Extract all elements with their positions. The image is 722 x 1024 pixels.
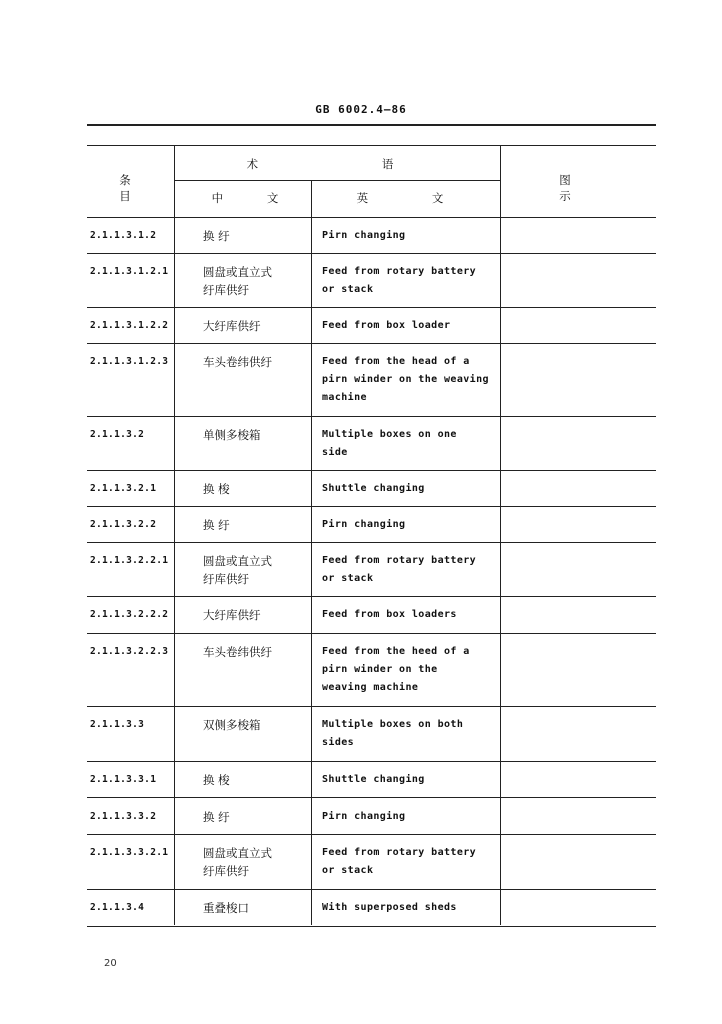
row-term-english: With superposed sheds — [322, 902, 457, 913]
row-code: 2.1.1.3.3 — [90, 719, 145, 730]
row-term-chinese: 换 纡 — [203, 810, 230, 824]
header-chinese: 中 文 — [211, 191, 299, 205]
row-term-english: Feed from the heed of a pirn winder on the weaving machine — [322, 646, 470, 693]
row-code: 2.1.1.3.1.2 — [90, 230, 157, 241]
row-term-chinese: 双侧多梭箱 — [203, 718, 261, 732]
row-term-english: Shuttle changing — [322, 774, 425, 785]
column-divider-zh — [311, 180, 312, 925]
row-code: 2.1.1.3.2.2.1 — [90, 555, 169, 566]
row-term-chinese: 换 纡 — [203, 229, 230, 243]
top-rule — [87, 124, 656, 126]
row-term-english: Pirn changing — [322, 230, 406, 241]
row-separator — [87, 889, 656, 890]
header-english: 英 文 — [356, 191, 474, 205]
row-term-english: Pirn changing — [322, 811, 406, 822]
row-code: 2.1.1.3.2.1 — [90, 483, 157, 494]
row-term-chinese: 圆盘或直立式 纡库供纡 — [203, 554, 272, 586]
row-term-chinese: 大纡库供纡 — [203, 319, 261, 333]
row-term-english: Feed from rotary battery or stack — [322, 847, 477, 876]
row-separator — [87, 596, 656, 597]
header-top-border — [87, 145, 656, 146]
row-term-english: Shuttle changing — [322, 483, 425, 494]
row-term-english: Feed from rotary battery or stack — [322, 266, 477, 295]
row-term-chinese: 换 梭 — [203, 482, 230, 496]
row-separator — [87, 706, 656, 707]
row-term-english: Feed from the head of a pirn winder on the weaving machine — [322, 356, 489, 403]
page-number: 20 — [104, 958, 117, 969]
row-term-chinese: 换 纡 — [203, 518, 230, 532]
row-separator — [87, 797, 656, 798]
document-header: GB 6002.4—86 — [315, 103, 407, 116]
row-separator — [87, 542, 656, 543]
row-separator — [87, 343, 656, 344]
row-separator — [87, 761, 656, 762]
row-code: 2.1.1.3.1.2.1 — [90, 266, 169, 277]
row-term-chinese: 车头卷纬供纡 — [203, 645, 272, 659]
header-bottom-border — [87, 217, 656, 218]
row-code: 2.1.1.3.3.2 — [90, 811, 157, 822]
row-separator — [87, 834, 656, 835]
row-term-chinese: 重叠梭口 — [203, 901, 249, 915]
term-subheader-border — [175, 180, 500, 181]
row-term-chinese: 圆盘或直立式 纡库供纡 — [203, 846, 272, 878]
row-term-chinese: 车头卷纬供纡 — [203, 355, 272, 369]
row-term-chinese: 换 梭 — [203, 773, 230, 787]
column-divider-en — [500, 145, 501, 925]
row-term-english: Multiple boxes on one side — [322, 429, 457, 458]
row-separator — [87, 506, 656, 507]
row-term-english: Feed from box loader — [322, 320, 451, 331]
row-code: 2.1.1.3.3.1 — [90, 774, 157, 785]
row-code: 2.1.1.3.2.2.2 — [90, 609, 169, 620]
row-separator — [87, 470, 656, 471]
row-code: 2.1.1.3.2.2 — [90, 519, 157, 530]
row-term-english: Multiple boxes on both sides — [322, 719, 464, 748]
row-term-chinese: 圆盘或直立式 纡库供纡 — [203, 265, 272, 297]
header-term: 术 语 — [246, 157, 454, 171]
row-term-chinese: 单侧多梭箱 — [203, 428, 261, 442]
row-term-english: Pirn changing — [322, 519, 406, 530]
row-code: 2.1.1.3.1.2.2 — [90, 320, 169, 331]
row-code: 2.1.1.3.3.2.1 — [90, 847, 169, 858]
row-code: 2.1.1.3.4 — [90, 902, 145, 913]
row-separator — [87, 926, 656, 927]
row-code: 2.1.1.3.2 — [90, 429, 145, 440]
row-separator — [87, 633, 656, 634]
row-term-english: Feed from rotary battery or stack — [322, 555, 477, 584]
row-code: 2.1.1.3.1.2.3 — [90, 356, 169, 367]
row-separator — [87, 416, 656, 417]
row-term-chinese: 大纡库供纡 — [203, 608, 261, 622]
row-separator — [87, 307, 656, 308]
header-figure: 图 示 — [559, 173, 611, 203]
row-separator — [87, 253, 656, 254]
row-code: 2.1.1.3.2.2.3 — [90, 646, 169, 657]
header-clause: 条 目 — [119, 173, 151, 203]
row-term-english: Feed from box loaders — [322, 609, 457, 620]
